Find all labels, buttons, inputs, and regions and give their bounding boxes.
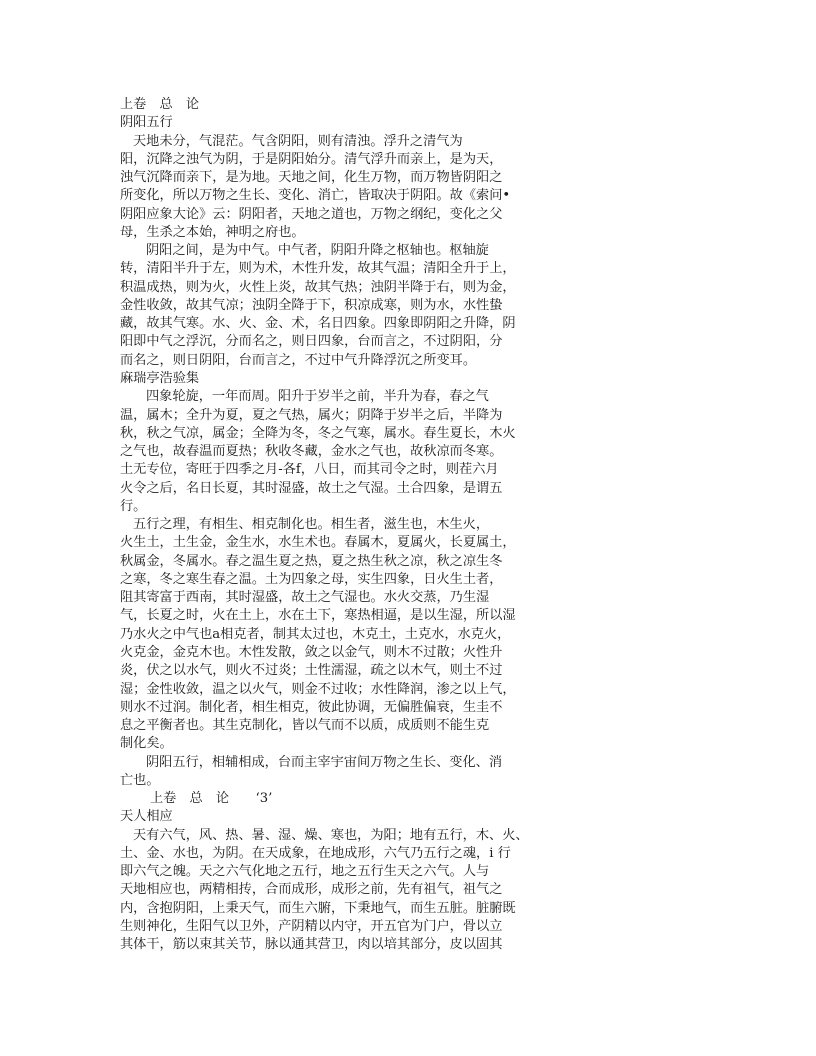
text-line: 亡也。: [120, 772, 160, 788]
text-line: 四象轮旋，一年而周。阳升于岁半之前，半升为春，春之气: [146, 389, 489, 405]
text-line: 息之平衡者也。其生克制化，皆以气而不以质，成质则不能生克: [120, 718, 490, 734]
text-line: 上卷 总 论: [120, 97, 200, 112]
text-line: 则水不过润。制化者，相生相克，彼此协调，无偏胜偏衰，生圭不: [120, 699, 503, 715]
text-line: 火令之后，名日长夏，其时湿盛，故土之气湿。土合四象，是谓五: [120, 480, 503, 496]
text-line: 天地相应也，两精相抟，合而成形，成形之前，先有祖气，祖气之: [120, 882, 503, 898]
text-line: 阴阳之间，是为中气。中气者，阴阳升降之枢轴也。枢轴旋: [146, 243, 489, 259]
text-line: 天地未分，气混茫。气含阴阳，则有清浊。浮升之清气为: [133, 133, 463, 149]
text-line: 阻其寄富于西南，其时湿盛，故土之气湿也。水火交蒸，乃生湿: [120, 590, 490, 606]
text-line: 湿；金性收敛，温之以火气，则金不过收；水性降润，渗之以上气，: [120, 681, 516, 697]
text-line: 所变化，所以万物之生长、变化、消亡，皆取决于阴阳。故《索问•: [120, 188, 511, 204]
text-line: 阴阳五行: [120, 115, 173, 131]
text-line: 而名之，则日阴阳，台而言之，不过中气升降浮沉之所变耳。: [120, 352, 477, 368]
text-line: 温，属木；全升为夏，夏之气热，属火；阴降于岁半之后，半降为: [120, 407, 503, 423]
text-line: 阳即中气之浮沉，分而名之，则日四象，台而言之，不过阴阳，分: [120, 334, 503, 350]
text-line: 乃水火之中气也a相克者，制其太过也，木克土，土克水，水克火，: [120, 626, 511, 642]
text-line: 之气也，故春温而夏热；秋收冬藏，金水之气也，故秋凉而冬寒。: [120, 444, 503, 460]
text-line: 麻瑞亭浩验集: [120, 370, 200, 386]
text-line: 转，清阳半升于左，则为术，木性升发，故其气温；清阳全升于上，: [120, 261, 516, 277]
text-line: 土、金、水也，为阴。在天成象，在地成形，六气乃五行之魂，i 行: [120, 845, 511, 861]
text-line: 火克金，金克木也。木性发散，敛之以金气，则木不过散；火性升: [120, 644, 503, 660]
text-line: 阴阳应象大论》云：阴阳者，天地之道也，万物之纲纪，变化之父: [120, 206, 503, 222]
text-line: 上卷 总 论 ‘3’: [150, 791, 273, 807]
text-line: 秋属金，冬属水。春之温生夏之热，夏之热生秋之凉，秋之凉生冬: [120, 553, 503, 569]
text-line: 内，含抱阴阳，上秉天气，而生六腑，下秉地气，而生五脏。脏腑既: [120, 900, 516, 916]
text-line: 土无专位，寄旺于四季之月-各f，八日，而其司令之时，则茬六月: [120, 462, 499, 478]
text-line: 母，生杀之本始，神明之府也。: [120, 224, 305, 240]
text-line: 火生土，土生金，金生水，水生术也。春属木，夏属火，长夏属土，: [120, 535, 516, 551]
text-line: 秋，秋之气凉，属金；全降为冬，冬之气寒，属水。春生夏长，木火: [120, 425, 516, 441]
text-line: 藏，故其气寒。水、火、金、术，名日四象。四象即阴阳之升降，阴: [120, 316, 516, 332]
text-line: 积温成热，则为火，火性上炎，故其气热；浊阴半降于右，则为金，: [120, 279, 516, 295]
text-line: 气，长夏之时，火在土上，水在土下，寒热相逼，是以生湿，所以湿: [120, 608, 516, 624]
text-line: 五行之理，有相生、相克制化也。相生者，滋生也，木生火，: [133, 517, 490, 533]
text-line: 金性收敛，故其气凉；浊阴全降于下，积凉成寒，则为水，水性蛰: [120, 297, 503, 313]
text-line: 制化矣。: [120, 736, 173, 752]
text-line: 天有六气，风、热、暑、湿、燥、寒也，为阳；地有五行，木、火、: [133, 827, 529, 843]
text-line: 炎，伏之以水气，则火不过炎；土性濡湿，疏之以木气，则土不过: [120, 663, 503, 679]
text-line: 其体干，筋以束其关节，脉以通其营卫，肉以培其部分，皮以固其: [120, 937, 503, 953]
text-line: 行。: [120, 498, 147, 514]
text-line: 阳，沉降之浊气为阴，于是阴阳始分。清气浮升而亲上，是为天，: [120, 151, 503, 167]
text-line: 之寒，冬之寒生春之温。土为四象之母，实生四象，日火生土者，: [120, 571, 503, 587]
text-line: 生则神化，生阳气以卫外，产阴精以内守，开五官为门户，骨以立: [120, 918, 503, 934]
text-line: 浊气沉降而亲下，是为地。天地之间，化生万物，而万物皆阴阳之: [120, 170, 503, 186]
text-line: 天人相应: [120, 809, 173, 825]
text-line: 即六气之魄。天之六气化地之五行，地之五行生天之六气。人与: [120, 864, 490, 880]
text-line: 阴阳五行，相辅相成，台而主宰宇宙间万物之生长、变化、消: [146, 754, 503, 770]
document-page: [120, 96, 550, 954]
